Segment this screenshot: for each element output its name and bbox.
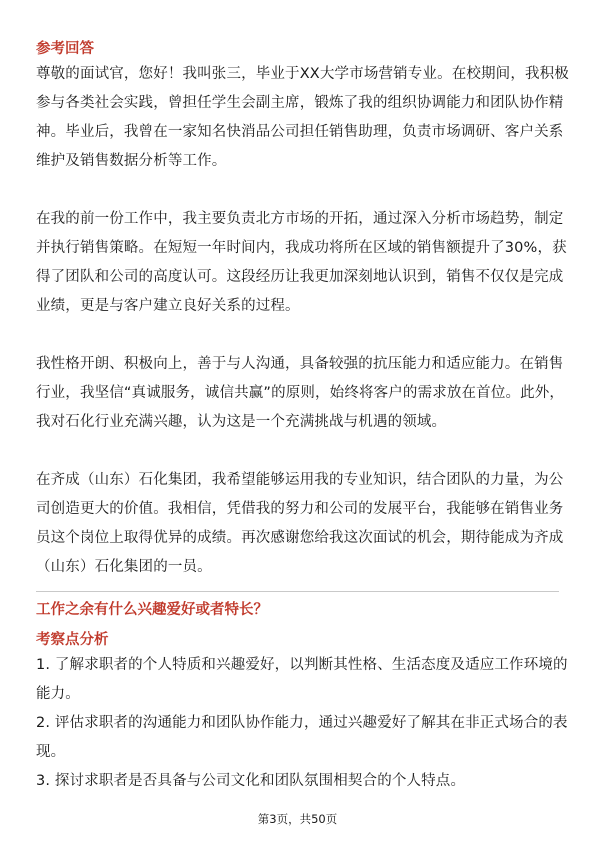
text-line: 我性格开朗、积极向上，善于与人沟通，具备较强的抗压能力和适应能力。在销售 [36,356,564,372]
text-line: 维护及销售数据分析等工作。 [36,153,227,169]
text-line: 1. 了解求职者的个人特质和兴趣爱好，以判断其性格、生活态度及适应工作环境的 [36,657,568,673]
page-number: 第3页，共50页 [257,812,338,826]
question-heading: 工作之余有什么兴趣爱好或者特长？ [36,602,268,618]
text-line: 员这个岗位上取得优异的成绩。再次感谢您给我这次面试的机会，期待能成为齐成 [36,530,564,546]
section-divider [36,591,559,592]
text-line: 在我的前一份工作中，我主要负责北方市场的开拓，通过深入分析市场趋势，制定 [36,211,564,227]
analysis-point-3 [36,767,561,796]
answer-paragraph-4 [36,466,564,582]
text-line: 现。 [36,744,66,760]
text-line: 参与各类社会实践，曾担任学生会副主席，锻炼了我的组织协调能力和团队协作精 [36,95,564,111]
text-line: 尊敬的面试官，您好！我叫张三，毕业于XX大学市场营销专业。在校期间，我积极 [36,66,569,82]
text-line: 得了团队和公司的高度认可。这段经历让我更加深刻地认识到，销售不仅仅是完成 [36,269,564,285]
analysis-subtitle: 考察点分析 [36,632,109,648]
answer-paragraph-2 [36,205,567,321]
answer-paragraph-3 [36,350,565,437]
text-line: 在齐成（山东）石化集团，我希望能够运用我的专业知识，结合团队的力量，为公 [36,472,564,488]
text-line: 能力。 [36,686,80,702]
analysis-point-1 [36,651,568,709]
text-line: 2. 评估求职者的沟通能力和团队协作能力，通过兴趣爱好了解其在非正式场合的表 [36,715,568,731]
text-line: 3. 探讨求职者是否具备与公司文化和团队氛围相契合的个人特点。 [36,773,466,789]
text-line: 业绩，更是与客户建立良好关系的过程。 [36,298,300,314]
text-line: 神。毕业后，我曾在一家知名快消品公司担任销售助理，负责市场调研、客户关系 [36,124,564,140]
reference-answer-heading: 参考回答 [36,41,94,57]
text-line: 我对石化行业充满兴趣，认为这是一个充满挑战与机遇的领域。 [36,414,447,430]
answer-paragraph-1 [36,60,569,176]
text-line: 并执行销售策略。在短短一年时间内，我成功将所在区域的销售额提升了30%，获 [36,240,567,256]
text-line: 司创造更大的价值。我相信，凭借我的努力和公司的发展平台，我能够在销售业务 [36,501,564,517]
analysis-point-2 [36,709,568,767]
text-line: （山东）石化集团的一员。 [36,559,212,575]
text-line: 行业，我坚信“真诚服务，诚信共赢”的原则，始终将客户的需求放在首位。此外， [36,385,565,401]
